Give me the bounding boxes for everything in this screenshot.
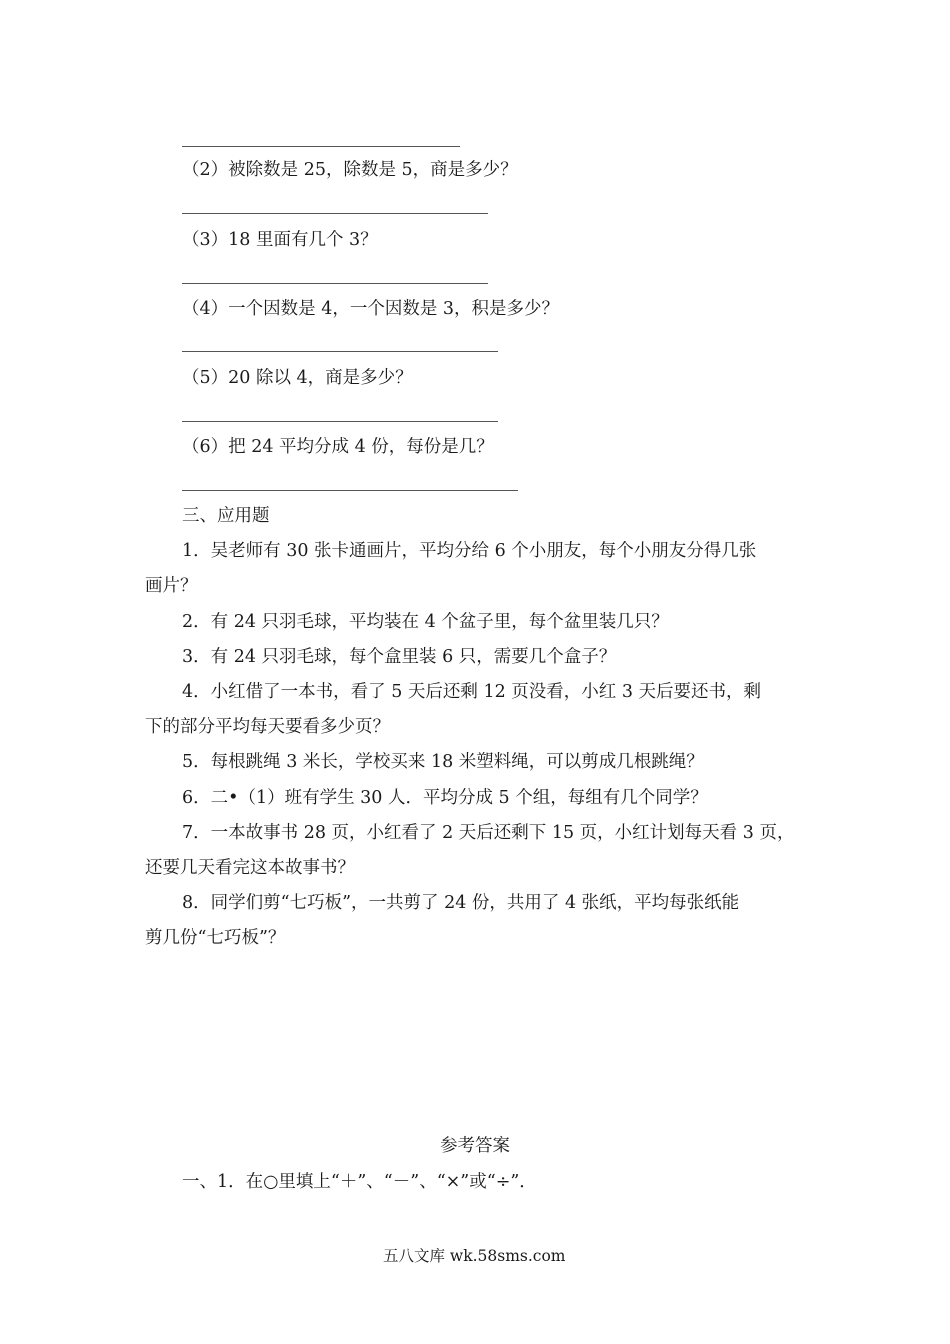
page-footer: 五八文库 wk.58sms.com xyxy=(383,1247,566,1265)
question-2-4: （4）一个因数是 4，一个因数是 3，积是多少？ xyxy=(182,299,560,319)
answer-line-6 xyxy=(182,490,518,491)
problem-4-line-2: 下的部分平均每天要看多少页？ xyxy=(145,717,390,737)
problem-1-line-1: 1．吴老师有 30 张卡通画片，平均分给 6 个小朋友，每个小朋友分得几张 xyxy=(182,541,757,561)
answer-line-3 xyxy=(182,283,488,284)
problem-5: 5．每根跳绳 3 米长，学校买来 18 米塑料绳，可以剪成几根跳绳？ xyxy=(182,752,704,772)
problem-8-line-1: 8．同学们剪“七巧板”，一共剪了 24 份，共用了 4 张纸，平均每张纸能 xyxy=(182,893,740,913)
question-2-5: （5）20 除以 4，商是多少？ xyxy=(182,368,413,388)
answer-line-1 xyxy=(182,146,460,147)
answer-line-5 xyxy=(182,421,498,422)
problem-8-line-2: 剪几份“七巧板”？ xyxy=(145,928,286,948)
section-3-heading: 三、应用题 xyxy=(182,506,270,526)
problem-1-line-2: 画片？ xyxy=(145,576,198,596)
problem-7-line-1: 7．一本故事书 28 页，小红看了 2 天后还剩下 15 页，小红计划每天看 3 页， xyxy=(182,823,795,843)
problem-6: 6．二•（1）班有学生 30 人．平均分成 5 个组，每组有几个同学？ xyxy=(182,788,708,808)
problem-4-line-1: 4．小红借了一本书，看了 5 天后还剩 12 页没看，小红 3 天后要还书，剩 xyxy=(182,682,762,702)
question-2-2: （2）被除数是 25，除数是 5，商是多少？ xyxy=(182,160,518,180)
answer-line-4 xyxy=(182,351,498,352)
answers-line-1: 一、1．在○里填上“＋”、“－”、“×”或“÷”． xyxy=(182,1172,537,1192)
question-2-3: （3）18 里面有几个 3？ xyxy=(182,230,378,250)
answers-title: 参考答案 xyxy=(440,1136,510,1156)
answer-line-2 xyxy=(182,213,488,214)
problem-7-line-2: 还要几天看完这本故事书？ xyxy=(145,858,355,878)
question-2-6: （6）把 24 平均分成 4 份，每份是几？ xyxy=(182,437,494,457)
problem-3: 3．有 24 只羽毛球，每个盒里装 6 只，需要几个盒子？ xyxy=(182,647,617,667)
problem-2: 2．有 24 只羽毛球，平均装在 4 个盆子里，每个盆里装几只？ xyxy=(182,612,669,632)
